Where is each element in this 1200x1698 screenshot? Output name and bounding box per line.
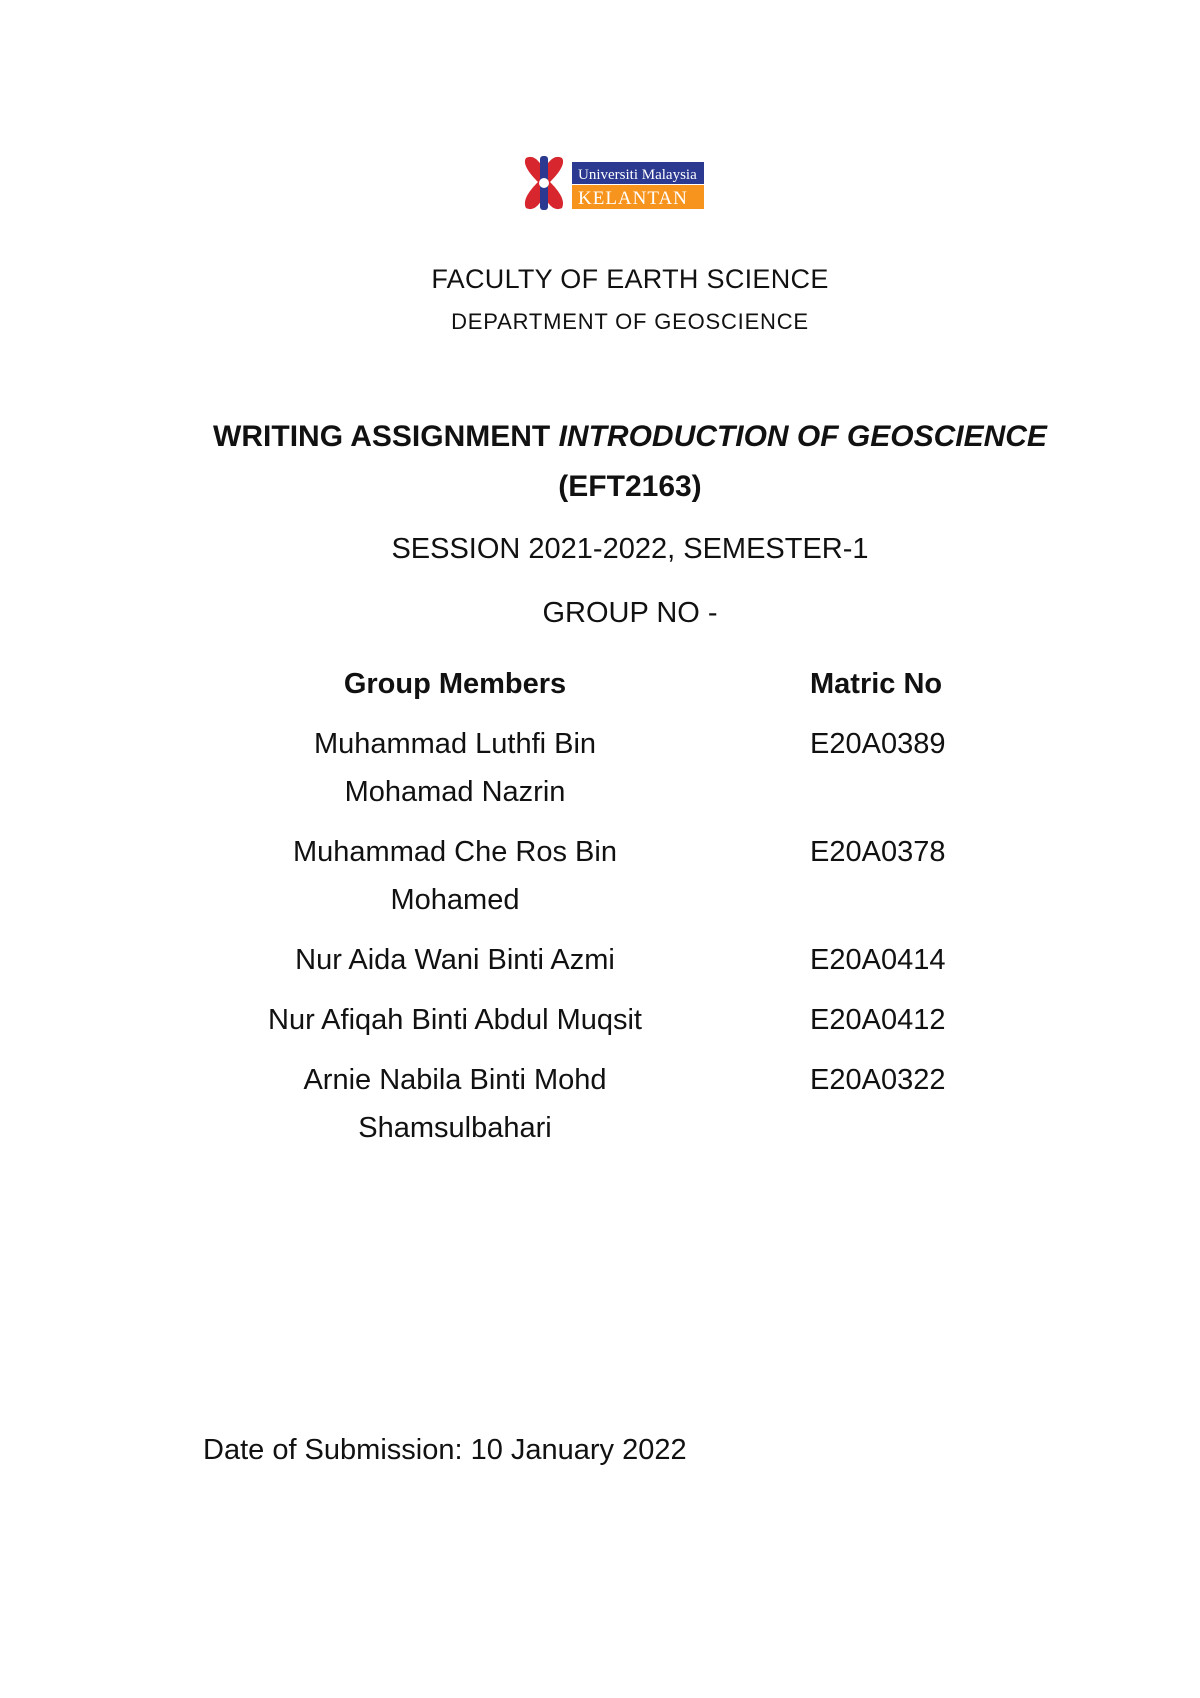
member-name <box>205 1056 705 1152</box>
member-name-line1: Arnie Nabila Binti Mohd <box>303 1064 607 1096</box>
member-name-line2: Shamsulbahari <box>358 1112 552 1144</box>
group-number: GROUP NO - <box>542 597 718 629</box>
assignment-title <box>0 420 1200 454</box>
date-of-submission: Date of Submission: 10 January 2022 <box>203 1434 687 1466</box>
table-row <box>0 720 1200 828</box>
member-name-line1: Muhammad Che Ros Bin <box>293 836 617 868</box>
member-matric: E20A0414 <box>810 944 946 976</box>
member-matric: E20A0389 <box>810 728 946 760</box>
member-name: Nur Aida Wani Binti Azmi <box>295 944 615 976</box>
title-course-name: INTRODUCTION OF GEOSCIENCE <box>558 420 1047 453</box>
members-table <box>0 660 1200 1164</box>
member-name <box>205 720 705 816</box>
table-row <box>0 936 1200 996</box>
member-name-line1: Muhammad Luthfi Bin <box>313 728 597 760</box>
table-row <box>0 828 1200 936</box>
title-prefix: WRITING ASSIGNMENT <box>213 420 559 453</box>
department-heading: DEPARTMENT OF GEOSCIENCE <box>451 309 809 334</box>
header-matric-no: Matric No <box>810 668 943 700</box>
table-row <box>0 1056 1200 1164</box>
session-info: SESSION 2021-2022, SEMESTER-1 <box>391 533 869 565</box>
member-name: Nur Afiqah Binti Abdul Muqsit <box>268 1004 642 1036</box>
member-matric: E20A0322 <box>810 1064 946 1096</box>
logo-text-line1: Universiti Malaysia <box>578 167 697 183</box>
table-row <box>0 996 1200 1056</box>
course-code: (EFT2163) <box>558 470 702 503</box>
faculty-heading: FACULTY OF EARTH SCIENCE <box>431 264 829 294</box>
member-name-line2: Mohamed <box>390 884 520 916</box>
university-logo <box>520 152 710 218</box>
member-matric: E20A0378 <box>810 836 946 868</box>
member-matric: E20A0412 <box>810 1004 946 1036</box>
logo-text-line2: KELANTAN <box>578 188 688 209</box>
umk-logo-icon <box>520 152 710 218</box>
members-table-header <box>0 660 1200 720</box>
member-name-line2: Mohamad Nazrin <box>344 776 566 808</box>
header-group-members: Group Members <box>343 668 567 700</box>
member-name <box>205 828 705 924</box>
